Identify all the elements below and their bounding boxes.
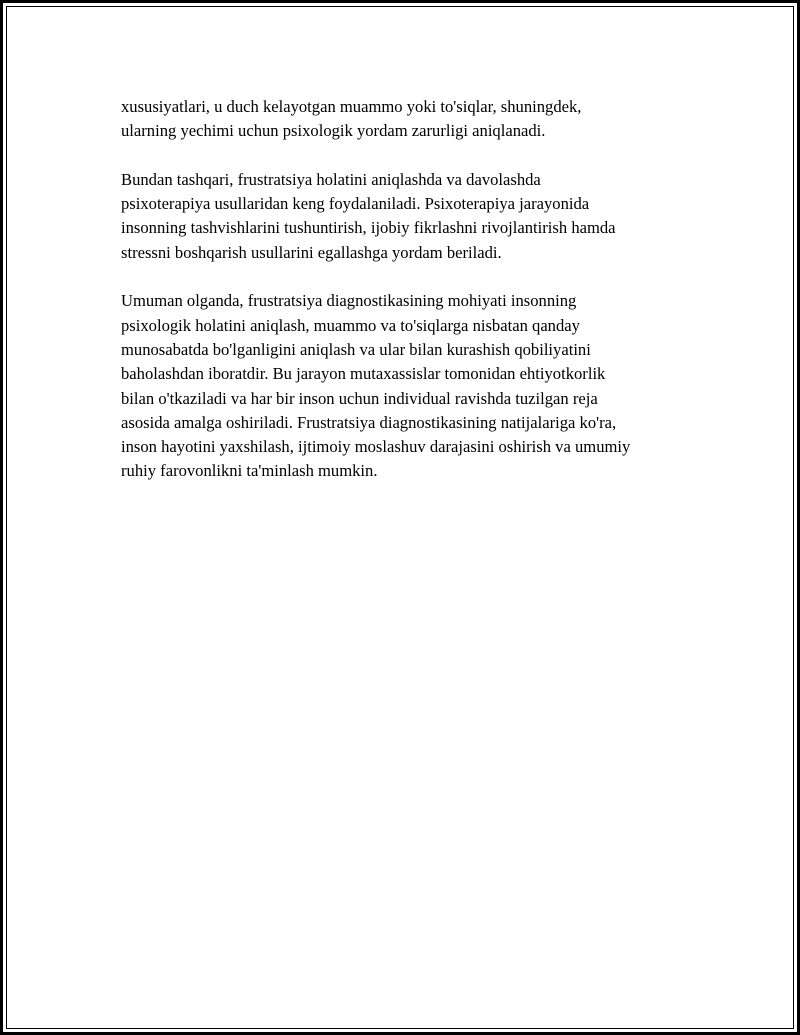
text-line: stressni boshqarish usullarini egallashga yordam beriladi. xyxy=(121,242,502,262)
text-line: ruhiy farovonlikni ta'minlash mumkin. xyxy=(121,461,378,481)
text-line: baholashdan iboratdir. Bu jarayon mutaxassislar tomonidan ehtiyotkorlik xyxy=(121,364,606,384)
text-line: psixoterapiya usullaridan keng foydalaniladi. Psixoterapiya jarayonida xyxy=(121,194,590,214)
text-line: Bundan tashqari, frustratsiya holatini aniqlashda va davolashda xyxy=(121,169,541,189)
text-line: inson hayotini yaxshilash, ijtimoiy moslashuv darajasini oshirish va umumiy xyxy=(121,437,631,457)
text-line: ularning yechimi uchun psixologik yordam zarurligi aniqlanadi. xyxy=(121,121,546,141)
text-line: bilan o'tkaziladi va har bir inson uchun individual ravishda tuzilgan reja xyxy=(121,388,598,408)
paragraph-3 xyxy=(121,289,701,483)
text-line: munosabatda bo'lganligini aniqlash va ular bilan kurashish qobiliyatini xyxy=(121,339,591,359)
paragraph-1 xyxy=(121,95,701,144)
text-line: Umuman olganda, frustratsiya diagnostikasining mohiyati insonning xyxy=(121,291,577,311)
paragraph-2 xyxy=(121,168,701,265)
text-line: xususiyatlari, u duch kelayotgan muammo yoki to'siqlar, shuningdek, xyxy=(121,97,582,116)
text-line: insonning tashvishlarini tushuntirish, ijobiy fikrlashni rivojlantirish hamda xyxy=(121,218,616,238)
text-line: asosida amalga oshiriladi. Frustratsiya diagnostikasining natijalariga ko'ra, xyxy=(121,412,617,432)
text-line: psixologik holatini aniqlash, muammo va to'siqlarga nisbatan qanday xyxy=(121,315,580,335)
document-body xyxy=(121,95,701,508)
